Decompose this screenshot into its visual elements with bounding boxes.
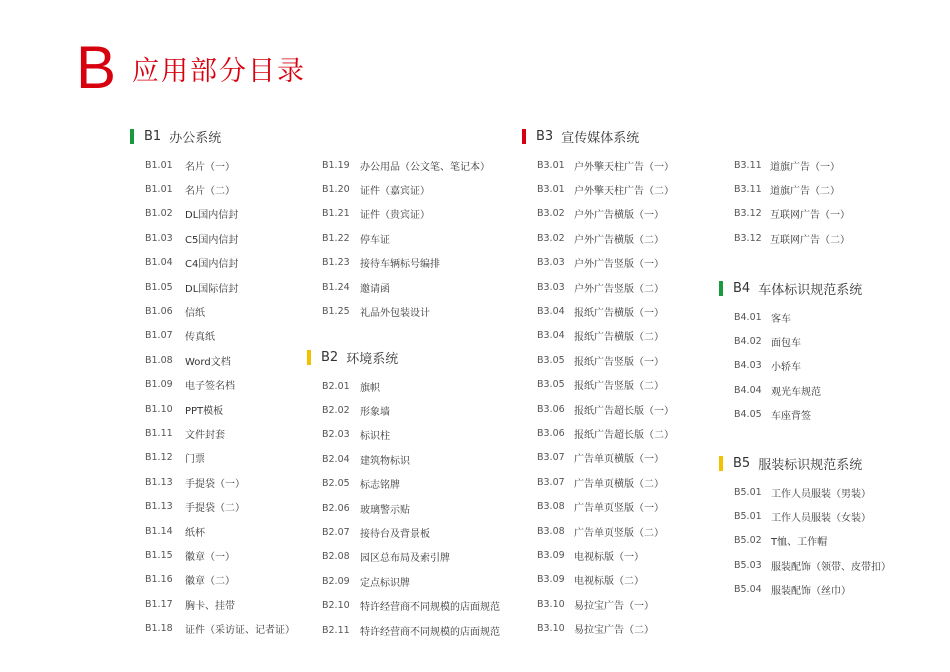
section-b1-continued <box>322 153 490 324</box>
item-code: B3.04 <box>537 330 565 342</box>
list-item <box>537 592 674 616</box>
item-code: B3.05 <box>537 354 565 366</box>
item-label: 报纸广告横版（二） <box>574 332 664 344</box>
list-item <box>322 569 500 593</box>
section-header-b1 <box>130 127 295 145</box>
item-list-b1-left <box>145 153 295 641</box>
section-code: B3 <box>536 128 554 144</box>
item-code: B3.11 <box>734 159 762 171</box>
item-code: B3.08 <box>537 501 565 513</box>
list-item <box>537 494 674 518</box>
item-code: B1.20 <box>322 184 350 196</box>
item-label: 户外广告横版（二） <box>574 234 664 246</box>
item-label: 道旗广告（二） <box>770 186 840 198</box>
list-item <box>322 275 490 299</box>
list-item <box>537 202 674 226</box>
item-label: 礼品外包装设计 <box>360 308 430 320</box>
list-item <box>145 177 295 201</box>
list-item <box>145 324 295 348</box>
item-label: 报纸广告超长版（二） <box>574 429 674 441</box>
section-title: 车体标识规范系统 <box>758 282 863 298</box>
item-label: DL国际信封 <box>185 283 239 295</box>
list-item <box>322 496 500 520</box>
list-item <box>734 529 891 553</box>
item-code: B1.12 <box>145 452 173 464</box>
section-title: 环境系统 <box>346 351 399 367</box>
list-item <box>537 177 674 201</box>
section-header-b5 <box>719 454 891 472</box>
list-item <box>734 403 862 427</box>
item-code: B4.03 <box>734 360 762 372</box>
item-code: B1.21 <box>322 208 350 220</box>
item-list-b4 <box>734 305 862 427</box>
section-b4 <box>719 279 862 427</box>
item-label: 户外广告横版（一） <box>574 210 664 222</box>
item-code: B3.12 <box>734 232 762 244</box>
item-label: 建筑物标识 <box>360 455 410 467</box>
item-label: 手提袋（一） <box>185 478 245 490</box>
yellow-marker-bar <box>307 350 311 365</box>
green-marker-bar <box>130 129 134 144</box>
item-label: 户外擎天柱广告（二） <box>574 186 674 198</box>
item-list-b3-right <box>734 153 850 251</box>
section-header-b3 <box>522 127 674 145</box>
list-item <box>145 202 295 226</box>
list-item <box>537 299 674 323</box>
item-code: B1.01 <box>145 159 173 171</box>
item-label: 纸杯 <box>185 527 205 539</box>
item-label: PPT模板 <box>185 405 224 417</box>
item-code: B3.06 <box>537 427 565 439</box>
list-item <box>322 299 490 323</box>
item-code: B1.10 <box>145 403 173 415</box>
item-label: 广告单页横版（二） <box>574 478 664 490</box>
list-item <box>145 519 295 543</box>
item-code: B1.13 <box>145 501 173 513</box>
list-item <box>145 153 295 177</box>
item-label: 报纸广告竖版（一） <box>574 356 664 368</box>
item-code: B3.10 <box>537 623 565 635</box>
item-code: B3.04 <box>537 306 565 318</box>
item-code: B1.24 <box>322 281 350 293</box>
section-code: B4 <box>733 280 751 296</box>
list-item <box>537 470 674 494</box>
item-label: 文件封套 <box>185 429 225 441</box>
item-code: B2.05 <box>322 478 350 490</box>
item-code: B4.05 <box>734 409 762 421</box>
list-item <box>322 202 490 226</box>
list-item <box>145 494 295 518</box>
item-label: C5国内信封 <box>185 234 239 246</box>
item-label: 传真纸 <box>185 332 215 344</box>
list-item <box>537 568 674 592</box>
item-code: B3.07 <box>537 452 565 464</box>
list-item <box>537 446 674 470</box>
list-item <box>734 177 850 201</box>
list-item <box>734 226 850 250</box>
item-code: B4.04 <box>734 384 762 396</box>
item-label: 户外广告竖版（一） <box>574 259 664 271</box>
item-code: B5.02 <box>734 535 762 547</box>
item-list-b3-left <box>537 153 674 641</box>
list-item <box>322 472 500 496</box>
item-code: B1.16 <box>145 574 173 586</box>
list-item <box>145 568 295 592</box>
item-code: B1.13 <box>145 476 173 488</box>
item-label: 客车 <box>771 313 791 325</box>
section-b5 <box>719 454 891 602</box>
item-label: 证件（嘉宾证） <box>360 186 430 198</box>
item-label: 报纸广告竖版（二） <box>574 381 664 393</box>
item-label: 广告单页横版（一） <box>574 454 664 466</box>
item-code: B2.01 <box>322 380 350 392</box>
list-item <box>145 299 295 323</box>
list-item <box>145 251 295 275</box>
section-code: B2 <box>321 349 339 365</box>
item-code: B3.07 <box>537 476 565 488</box>
list-item <box>537 251 674 275</box>
list-item <box>145 275 295 299</box>
list-item <box>145 348 295 372</box>
item-label: 徽章（一） <box>185 551 235 563</box>
list-item <box>734 329 862 353</box>
list-item <box>734 480 891 504</box>
item-label: 手提袋（二） <box>185 503 245 515</box>
item-code: B5.04 <box>734 584 762 596</box>
item-label: 互联网广告（一） <box>770 210 850 222</box>
item-label: 标识柱 <box>360 431 390 443</box>
item-code: B2.06 <box>322 502 350 514</box>
item-code: B1.15 <box>145 549 173 561</box>
item-label: 证件（贵宾证） <box>360 210 430 222</box>
item-code: B2.09 <box>322 575 350 587</box>
item-label: 广告单页竖版（二） <box>574 527 664 539</box>
item-label: 面包车 <box>771 338 801 350</box>
list-item <box>145 543 295 567</box>
item-code: B1.22 <box>322 232 350 244</box>
item-label: 胸卡、挂带 <box>185 600 235 612</box>
red-marker-bar <box>522 129 526 144</box>
item-label: 停车证 <box>360 234 390 246</box>
item-label: 定点标识牌 <box>360 577 410 589</box>
list-item <box>537 324 674 348</box>
item-label: 玻璃警示贴 <box>360 504 410 516</box>
item-code: B5.03 <box>734 559 762 571</box>
item-code: B5.01 <box>734 511 762 523</box>
item-code: B3.03 <box>537 281 565 293</box>
item-code: B2.07 <box>322 527 350 539</box>
list-item <box>734 578 891 602</box>
item-code: B1.03 <box>145 232 173 244</box>
item-label: 门票 <box>185 454 205 466</box>
item-label: 电视标版（一） <box>574 551 644 563</box>
item-label: 邀请函 <box>360 283 390 295</box>
list-item <box>734 553 891 577</box>
section-code: B1 <box>144 128 162 144</box>
list-item <box>145 397 295 421</box>
list-item <box>145 421 295 445</box>
section-b3 <box>522 127 674 641</box>
list-item <box>322 398 500 422</box>
item-code: B3.05 <box>537 379 565 391</box>
item-label: 广告单页竖版（一） <box>574 503 664 515</box>
item-code: B1.25 <box>322 306 350 318</box>
item-label: 易拉宝广告（一） <box>574 600 654 612</box>
list-item <box>322 177 490 201</box>
item-label: C4国内信封 <box>185 259 239 271</box>
item-code: B5.01 <box>734 486 762 498</box>
item-code: B3.02 <box>537 232 565 244</box>
list-item <box>537 616 674 640</box>
item-label: DL国内信封 <box>185 210 239 222</box>
item-code: B1.09 <box>145 379 173 391</box>
list-item <box>537 519 674 543</box>
item-code: B1.07 <box>145 330 173 342</box>
item-code: B2.03 <box>322 429 350 441</box>
item-label: 服装配饰（领带、皮带扣） <box>771 561 891 573</box>
item-code: B2.04 <box>322 453 350 465</box>
list-item <box>145 226 295 250</box>
item-label: 名片（二） <box>185 186 235 198</box>
item-label: 形象墙 <box>360 407 390 419</box>
item-code: B3.11 <box>734 184 762 196</box>
item-label: 互联网广告（二） <box>770 234 850 246</box>
item-code: B3.10 <box>537 598 565 610</box>
item-label: 证件（采访证、记者证） <box>185 625 295 637</box>
item-label: 电子签名档 <box>185 381 235 393</box>
item-label: 接待车辆标号编排 <box>360 259 440 271</box>
item-list-b2 <box>322 374 500 642</box>
list-item <box>322 423 500 447</box>
item-label: 易拉宝广告（二） <box>574 625 654 637</box>
item-label: 观光车规范 <box>771 386 821 398</box>
item-label: 工作人员服装（女装） <box>771 513 871 525</box>
list-item <box>734 378 862 402</box>
list-item <box>537 226 674 250</box>
item-code: B1.02 <box>145 208 173 220</box>
list-item <box>537 373 674 397</box>
item-label: 户外广告竖版（二） <box>574 283 664 295</box>
section-header-b2 <box>307 348 500 366</box>
item-label: 徽章（二） <box>185 576 235 588</box>
item-label: 标志铭牌 <box>360 480 400 492</box>
item-code: B2.02 <box>322 405 350 417</box>
list-item <box>537 543 674 567</box>
item-label: 特许经营商不同规模的店面规范 <box>360 626 500 638</box>
section-b3-continued <box>734 153 850 251</box>
item-code: B1.18 <box>145 623 173 635</box>
list-item <box>322 520 500 544</box>
item-label: 车座背签 <box>771 411 811 423</box>
item-code: B1.11 <box>145 427 173 439</box>
list-item <box>537 348 674 372</box>
item-code: B1.01 <box>145 184 173 196</box>
section-b1 <box>130 127 295 641</box>
item-label: 接待台及背景板 <box>360 529 430 541</box>
item-code: B1.04 <box>145 257 173 269</box>
list-item <box>322 226 490 250</box>
list-item <box>537 397 674 421</box>
item-code: B1.06 <box>145 306 173 318</box>
item-label: 旗帜 <box>360 382 380 394</box>
item-label: 报纸广告超长版（一） <box>574 405 674 417</box>
item-code: B3.02 <box>537 208 565 220</box>
list-item <box>322 374 500 398</box>
list-item <box>734 153 850 177</box>
section-title: 宣传媒体系统 <box>561 130 640 146</box>
item-label: 报纸广告横版（一） <box>574 308 664 320</box>
list-item <box>322 618 500 642</box>
section-header-b4 <box>719 279 862 297</box>
item-label: 特许经营商不同规模的店面规范 <box>360 602 500 614</box>
item-list-b1-right <box>322 153 490 324</box>
item-code: B4.01 <box>734 311 762 323</box>
yellow-marker-bar <box>719 456 723 471</box>
list-item <box>145 373 295 397</box>
item-label: 信纸 <box>185 308 205 320</box>
item-code: B3.09 <box>537 574 565 586</box>
section-code: B5 <box>733 455 751 471</box>
item-code: B3.01 <box>537 184 565 196</box>
list-item <box>734 305 862 329</box>
item-code: B1.14 <box>145 525 173 537</box>
item-code: B3.01 <box>537 159 565 171</box>
item-label: Word文档 <box>185 356 231 368</box>
list-item <box>322 545 500 569</box>
item-code: B1.23 <box>322 257 350 269</box>
list-item <box>145 470 295 494</box>
item-code: B2.10 <box>322 600 350 612</box>
section-title: 服装标识规范系统 <box>758 457 863 473</box>
item-code: B1.17 <box>145 598 173 610</box>
item-code: B3.12 <box>734 208 762 220</box>
list-item <box>734 504 891 528</box>
page-title: 应用部分目录 <box>132 56 306 87</box>
item-list-b5 <box>734 480 891 602</box>
list-item <box>145 592 295 616</box>
item-code: B1.05 <box>145 281 173 293</box>
list-item <box>537 275 674 299</box>
item-label: 小轿车 <box>771 362 801 374</box>
item-code: B3.06 <box>537 403 565 415</box>
list-item <box>322 594 500 618</box>
list-item <box>145 446 295 470</box>
section-title: 办公系统 <box>169 130 222 146</box>
item-code: B3.03 <box>537 257 565 269</box>
list-item <box>322 251 490 275</box>
item-label: 园区总布局及索引牌 <box>360 553 450 565</box>
item-label: 电视标版（二） <box>574 576 644 588</box>
section-letter: B <box>76 34 115 101</box>
item-code: B3.09 <box>537 549 565 561</box>
item-label: 办公用品（公文笔、笔记本） <box>360 161 490 173</box>
item-code: B3.08 <box>537 525 565 537</box>
item-label: 服装配饰（丝巾） <box>771 586 851 598</box>
item-label: 工作人员服装（男装） <box>771 488 871 500</box>
list-item <box>537 421 674 445</box>
item-code: B1.08 <box>145 354 173 366</box>
list-item <box>537 153 674 177</box>
green-marker-bar <box>719 281 723 296</box>
item-code: B1.19 <box>322 159 350 171</box>
list-item <box>322 153 490 177</box>
item-label: 户外擎天柱广告（一） <box>574 161 674 173</box>
list-item <box>322 447 500 471</box>
list-item <box>734 354 862 378</box>
item-label: 名片（一） <box>185 161 235 173</box>
item-code: B4.02 <box>734 336 762 348</box>
item-label: T恤、工作帽 <box>771 537 828 549</box>
item-label: 道旗广告（一） <box>770 161 840 173</box>
list-item <box>734 202 850 226</box>
section-b2 <box>307 348 500 642</box>
list-item <box>145 616 295 640</box>
item-code: B2.08 <box>322 551 350 563</box>
item-code: B2.11 <box>322 624 350 636</box>
